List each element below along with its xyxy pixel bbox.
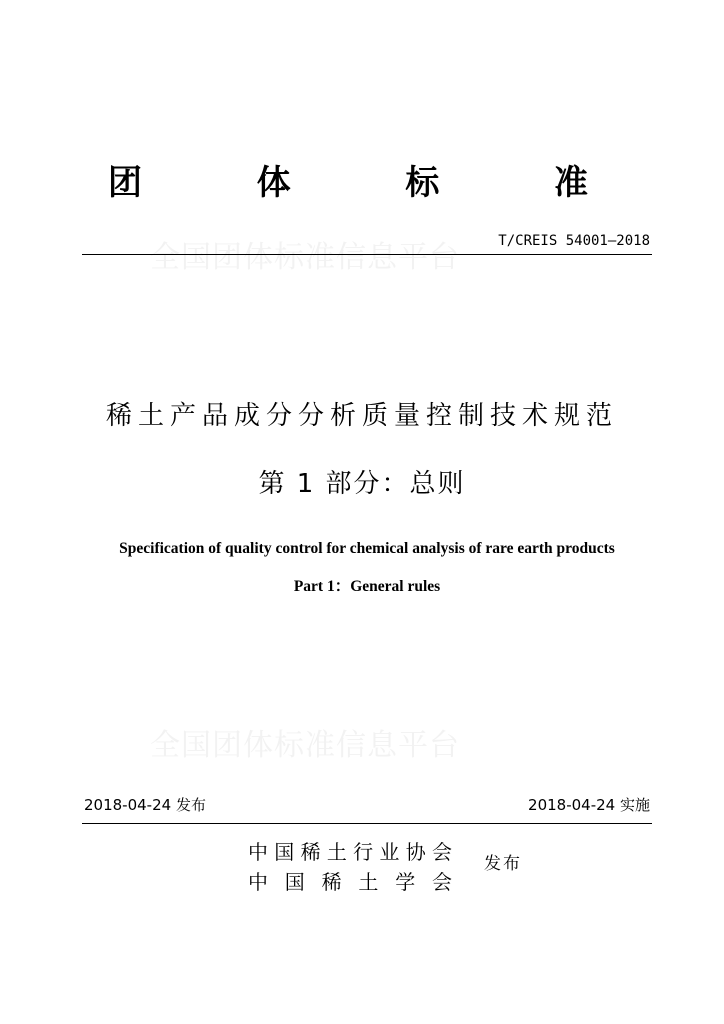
implement-date: 2018-04-24 实施 [528, 796, 650, 814]
subtitle-english: Part 1：General rules [293, 578, 441, 595]
issuer-char: 中 [248, 840, 268, 864]
issuer-name [248, 838, 452, 866]
issuer-char: 学 [395, 870, 416, 894]
standard-type-char: 准 [553, 163, 588, 203]
issuer-char: 国 [284, 870, 305, 894]
title-chinese: 稀土产品成分分析质量控制技术规范 [105, 401, 618, 431]
issuer-char: 土 [326, 840, 347, 864]
standard-type-heading [108, 158, 588, 208]
standard-type-char: 标 [405, 163, 440, 203]
issuer-char: 会 [431, 840, 452, 864]
issuer-char: 稀 [321, 870, 342, 894]
header-divider [82, 254, 652, 255]
issued-by-label: 发布 [484, 854, 522, 874]
standard-type-char: 体 [256, 163, 291, 203]
issuer-char: 业 [379, 840, 400, 864]
subtitle-chinese: 第 1 部分：总则 [258, 469, 466, 499]
issuer-char: 中 [248, 870, 268, 894]
standard-number: T/CREIS 54001—2018 [498, 233, 650, 249]
standard-type-char: 团 [108, 163, 142, 203]
watermark-top: 全国团体标准信息平台 [150, 240, 460, 275]
issuer-char: 土 [358, 870, 379, 894]
issuer-char: 协 [405, 840, 426, 864]
issuer-char: 会 [431, 870, 452, 894]
issuer-char: 行 [353, 840, 374, 864]
footer-divider [82, 823, 652, 824]
issuer-char: 国 [274, 840, 295, 864]
title-english: Specification of quality control for chemical analysis of rare earth products [119, 540, 615, 557]
issuer-block [248, 838, 452, 896]
watermark-middle: 全国团体标准信息平台 [150, 728, 460, 763]
publish-date: 2018-04-24 发布 [84, 796, 206, 814]
issuer-char: 稀 [300, 840, 321, 864]
issuer-name [248, 868, 452, 896]
